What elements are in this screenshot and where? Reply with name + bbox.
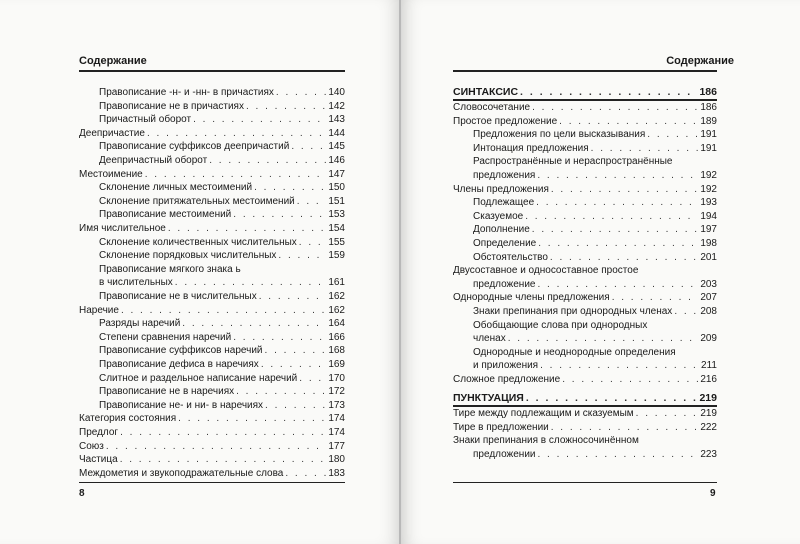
toc-entry (473, 238, 717, 250)
toc-entry (473, 170, 717, 182)
toc-entry-page: 174 (328, 427, 345, 438)
toc-entry-title: ПУНКТУАЦИЯ (453, 392, 524, 404)
toc-entry-page: 169 (328, 359, 345, 370)
toc-entry (99, 141, 345, 153)
dot-leader (540, 360, 699, 372)
toc-entry-page: 162 (328, 291, 345, 302)
toc-entry-title: предложения (473, 170, 536, 181)
toc-entry-title: Склонение количественных числительных (99, 236, 297, 248)
toc-entry (473, 449, 717, 461)
toc-entry-title: Сказуемое (473, 210, 524, 222)
toc-entry-page: 147 (328, 168, 345, 180)
dot-leader (147, 128, 326, 140)
toc-entry-page: 203 (700, 278, 717, 290)
toc-entry (473, 211, 717, 223)
toc-entry-page: 191 (700, 129, 717, 141)
footer-rule (79, 482, 345, 483)
dot-leader (297, 196, 327, 208)
toc-entry-page: 162 (328, 304, 345, 316)
toc-entry (453, 435, 717, 447)
toc-entry-title: Частица (79, 454, 118, 466)
toc-entry-page: 211 (701, 360, 717, 372)
toc-entry-page: 183 (328, 467, 345, 479)
toc-entry-title: Деепричастный оборот (99, 155, 208, 166)
header-rule (79, 70, 345, 72)
toc-entry-page: 198 (700, 238, 717, 249)
dot-leader (559, 116, 698, 128)
toc-entry (99, 101, 345, 113)
dot-leader (106, 441, 326, 453)
toc-entry-page: 143 (328, 114, 345, 126)
toc-entry-title: Правописание не в числительных (99, 291, 257, 302)
toc-entry (473, 320, 717, 332)
toc-entry (99, 400, 345, 412)
header-rule (453, 70, 717, 72)
toc-entry (453, 265, 717, 277)
running-header: Содержание (666, 55, 734, 67)
toc-entry-title: Междометия и звукоподражательные слова (79, 467, 284, 479)
toc-entry (453, 292, 717, 304)
toc-entry-title: Правописание дефиса в наречиях (99, 359, 259, 370)
toc-entry-title: Правописание местоимений (99, 209, 232, 221)
toc-entry (79, 169, 345, 181)
toc-entry-title: Сложное предложение (453, 374, 561, 385)
toc-entry-title: Простое предложение (453, 115, 558, 127)
toc-entry (99, 277, 345, 289)
toc-entry (473, 252, 717, 264)
toc-entry-title: Однородные и неоднородные определения (473, 346, 676, 358)
toc-entry-title: Правописание не в причастиях (99, 100, 244, 112)
toc-entry-title: Союз (79, 440, 104, 452)
dot-leader (532, 102, 698, 114)
toc-entry-page: 161 (328, 277, 345, 289)
toc-entry (99, 359, 345, 371)
dot-leader (538, 238, 698, 250)
dot-leader (145, 169, 327, 181)
toc-entry-title: Словосочетание (453, 102, 531, 113)
dot-leader (261, 359, 327, 371)
dot-leader (536, 197, 698, 209)
dot-leader (193, 114, 326, 126)
toc-entry-title: в числительных (99, 277, 173, 289)
toc-entry-title: Предлог (79, 427, 119, 438)
toc-entry-page: 222 (700, 421, 717, 433)
left-page (0, 0, 399, 544)
toc-entry-page: 150 (328, 182, 345, 194)
toc-entry (79, 305, 345, 317)
dot-leader (285, 468, 326, 480)
toc-entry-page: 177 (328, 440, 345, 452)
toc-entry-page: 192 (700, 183, 717, 195)
toc-entry-title: Правописание -н- и -нн- в причастиях (99, 87, 274, 98)
toc-entry (99, 209, 345, 221)
dot-leader (520, 86, 697, 98)
dot-leader (647, 129, 698, 141)
toc-entry-page: 154 (328, 223, 345, 234)
toc-entry-page: 216 (700, 374, 717, 385)
toc-entry (79, 413, 345, 425)
toc-entry (453, 422, 717, 434)
toc-entry (453, 184, 717, 196)
toc-entry-title: Слитное и раздельное написание наречий (99, 372, 298, 384)
toc-entry-page: 172 (328, 386, 345, 398)
toc-entry-page: 164 (328, 318, 345, 330)
toc-entry-page: 189 (700, 115, 717, 127)
toc-entry (473, 333, 717, 345)
toc-entry-title: Подлежащее (473, 197, 535, 209)
dot-leader (537, 170, 698, 182)
toc-entry-title: Правописание суффиксов наречий (99, 345, 263, 357)
toc-entry-title: Знаки препинания при однородных членах (473, 306, 673, 317)
toc-entry-title: Наречие (79, 304, 119, 316)
dot-leader (636, 408, 699, 420)
toc-entry-title: Деепричастие (79, 127, 145, 139)
toc-entry (99, 264, 345, 276)
toc-entry (99, 291, 345, 303)
dot-leader (259, 291, 327, 303)
toc-entry-title: Степени сравнения наречий (99, 331, 232, 343)
toc-entry-title: Категория состояния (79, 413, 177, 425)
toc-entry-page: 144 (328, 127, 345, 139)
dot-leader (299, 237, 327, 249)
dot-leader (278, 250, 326, 262)
toc-entry-page: 173 (328, 399, 345, 411)
toc-entry-title: Интонация предложения (473, 142, 589, 154)
toc-entry (99, 373, 345, 385)
toc-entry (473, 306, 717, 318)
toc-entry-page: 208 (700, 306, 717, 317)
toc-entry (99, 114, 345, 126)
toc-entry-page: 209 (700, 333, 717, 345)
toc-entry-page: 153 (328, 209, 345, 221)
dot-leader (537, 279, 698, 291)
dot-leader (532, 224, 699, 236)
toc-entry (99, 155, 345, 167)
toc-entry-page: 186 (700, 102, 717, 113)
toc-entry-page: 194 (700, 210, 717, 222)
toc-entry-title: Правописание мягкого знака ь (99, 263, 241, 275)
dot-leader (233, 332, 326, 344)
dot-leader (525, 211, 698, 223)
toc-entry-title: Правописание не- и ни- в наречиях (99, 399, 264, 411)
toc-entry-page: 207 (700, 292, 717, 304)
toc-entry (473, 279, 717, 291)
toc-entry-page: 170 (328, 372, 345, 384)
dot-leader (168, 223, 326, 235)
dot-leader (291, 141, 326, 153)
toc-entry-page: 146 (328, 155, 345, 166)
page-number: 9 (710, 488, 716, 499)
dot-leader (562, 374, 698, 386)
toc-entry-title: Определение (473, 238, 537, 249)
toc-entry-title: Правописание не в наречиях (99, 386, 235, 398)
toc-entry-title: Склонение притяжательных местоимений (99, 195, 295, 207)
toc-entry (99, 318, 345, 330)
toc-entry (473, 224, 717, 236)
toc-entry (99, 386, 345, 398)
dot-leader (254, 182, 326, 194)
toc-entry-page: 193 (700, 197, 717, 209)
toc-entry-title: Склонение порядковых числительных (99, 250, 277, 262)
toc-entry-title: Разряды наречий (99, 318, 181, 330)
dot-leader (612, 292, 699, 304)
dot-leader (508, 333, 699, 345)
dot-leader (538, 449, 699, 461)
dot-leader (178, 413, 326, 425)
footer-rule (453, 482, 717, 483)
dot-leader (265, 345, 327, 357)
toc-entry (79, 427, 345, 439)
dot-leader (236, 386, 326, 398)
toc-entry-title: Дополнение (473, 224, 530, 236)
toc-entry-title: Предложения по цели высказывания (473, 129, 646, 141)
toc-entry-title: Обобщающие слова при однородных (473, 319, 648, 331)
toc-entry-title: и приложения (473, 360, 539, 372)
toc-entry-title: Причастный оборот (99, 114, 192, 126)
toc-entry-title: предложении (473, 448, 536, 460)
toc-entry-page: 201 (700, 251, 717, 263)
dot-leader (120, 427, 326, 439)
toc-entry-page: 192 (700, 170, 717, 181)
right-page (401, 0, 800, 544)
toc-entry-page: 180 (328, 454, 345, 466)
dot-leader (182, 318, 326, 330)
toc-entry (473, 347, 717, 359)
dot-leader (674, 306, 698, 318)
toc-entry (99, 250, 345, 262)
toc-entry-title: членах (473, 333, 506, 345)
toc-entry (79, 128, 345, 140)
toc-entry-title: Тире в предложении (453, 421, 549, 433)
toc-section-heading (453, 392, 717, 404)
toc-entry-page: 145 (328, 141, 345, 153)
dot-leader (175, 277, 327, 289)
toc-entry (79, 441, 345, 453)
dot-leader (526, 392, 698, 404)
toc-entry-page: 142 (328, 100, 345, 112)
running-header: Содержание (79, 55, 147, 67)
toc-entry (453, 408, 717, 420)
toc-entry-title: СИНТАКСИС (453, 86, 519, 98)
dot-leader (276, 87, 326, 99)
dot-leader (121, 305, 326, 317)
toc-entry (453, 374, 717, 386)
toc-entry-title: Члены предложения (453, 183, 549, 195)
dot-leader (550, 252, 698, 264)
toc-entry-page: 140 (328, 87, 345, 98)
dot-leader (233, 209, 326, 221)
toc-entry-page: 168 (328, 345, 345, 357)
toc-entry (99, 237, 345, 249)
section-rule (453, 405, 717, 407)
dot-leader (591, 143, 699, 155)
toc-entry (79, 223, 345, 235)
toc-entry (99, 332, 345, 344)
toc-section-heading (453, 86, 717, 98)
toc-entry (473, 143, 717, 155)
toc-entry (473, 156, 717, 168)
toc-entry-title: предложение (473, 278, 536, 290)
toc-entry (473, 197, 717, 209)
dot-leader (551, 422, 699, 434)
toc-entry (473, 360, 717, 372)
toc-entry-page: 197 (700, 224, 717, 236)
toc-entry-title: Распространённые и нераспространённые (473, 156, 673, 168)
toc-entry (99, 345, 345, 357)
toc-entry (99, 196, 345, 208)
toc-entry (453, 102, 717, 114)
toc-entry (99, 182, 345, 194)
dot-leader (209, 155, 326, 167)
dot-leader (246, 101, 326, 113)
toc-entry-page: 219 (700, 408, 717, 419)
toc-entry (99, 87, 345, 99)
toc-entry-title: Тире между подлежащим и сказуемым (453, 408, 634, 419)
toc-entry-page: 174 (328, 413, 345, 425)
toc-entry-title: Обстоятельство (473, 251, 548, 263)
dot-leader (551, 184, 698, 196)
toc-entry-title: Правописание суффиксов деепричастий (99, 141, 290, 153)
toc-entry (473, 129, 717, 141)
toc-entry (453, 116, 717, 128)
toc-entry-title: Местоимение (79, 168, 143, 180)
toc-entry-page: 191 (700, 142, 717, 154)
section-rule (453, 99, 717, 101)
toc-entry-title: Знаки препинания в сложносочинённом (453, 435, 639, 447)
dot-leader (265, 400, 326, 412)
toc-entry-title: Двусоставное и односоставное простое (453, 265, 639, 277)
toc-entry-page: 151 (328, 195, 345, 207)
toc-entry-title: Однородные члены предложения (453, 292, 610, 304)
toc-entry-page: 219 (699, 392, 717, 404)
toc-entry-title: Имя числительное (79, 223, 166, 234)
toc-entry-title: Склонение личных местоимений (99, 182, 253, 194)
toc-entry (79, 468, 345, 480)
dot-leader (299, 373, 326, 385)
toc-entry-page: 155 (328, 236, 345, 248)
toc-entry (79, 454, 345, 466)
toc-entry-page: 223 (700, 448, 717, 460)
toc-entry-page: 159 (328, 250, 345, 262)
dot-leader (120, 454, 327, 466)
page-number: 8 (79, 488, 85, 499)
toc-entry-page: 166 (328, 331, 345, 343)
toc-entry-page: 186 (699, 86, 717, 98)
